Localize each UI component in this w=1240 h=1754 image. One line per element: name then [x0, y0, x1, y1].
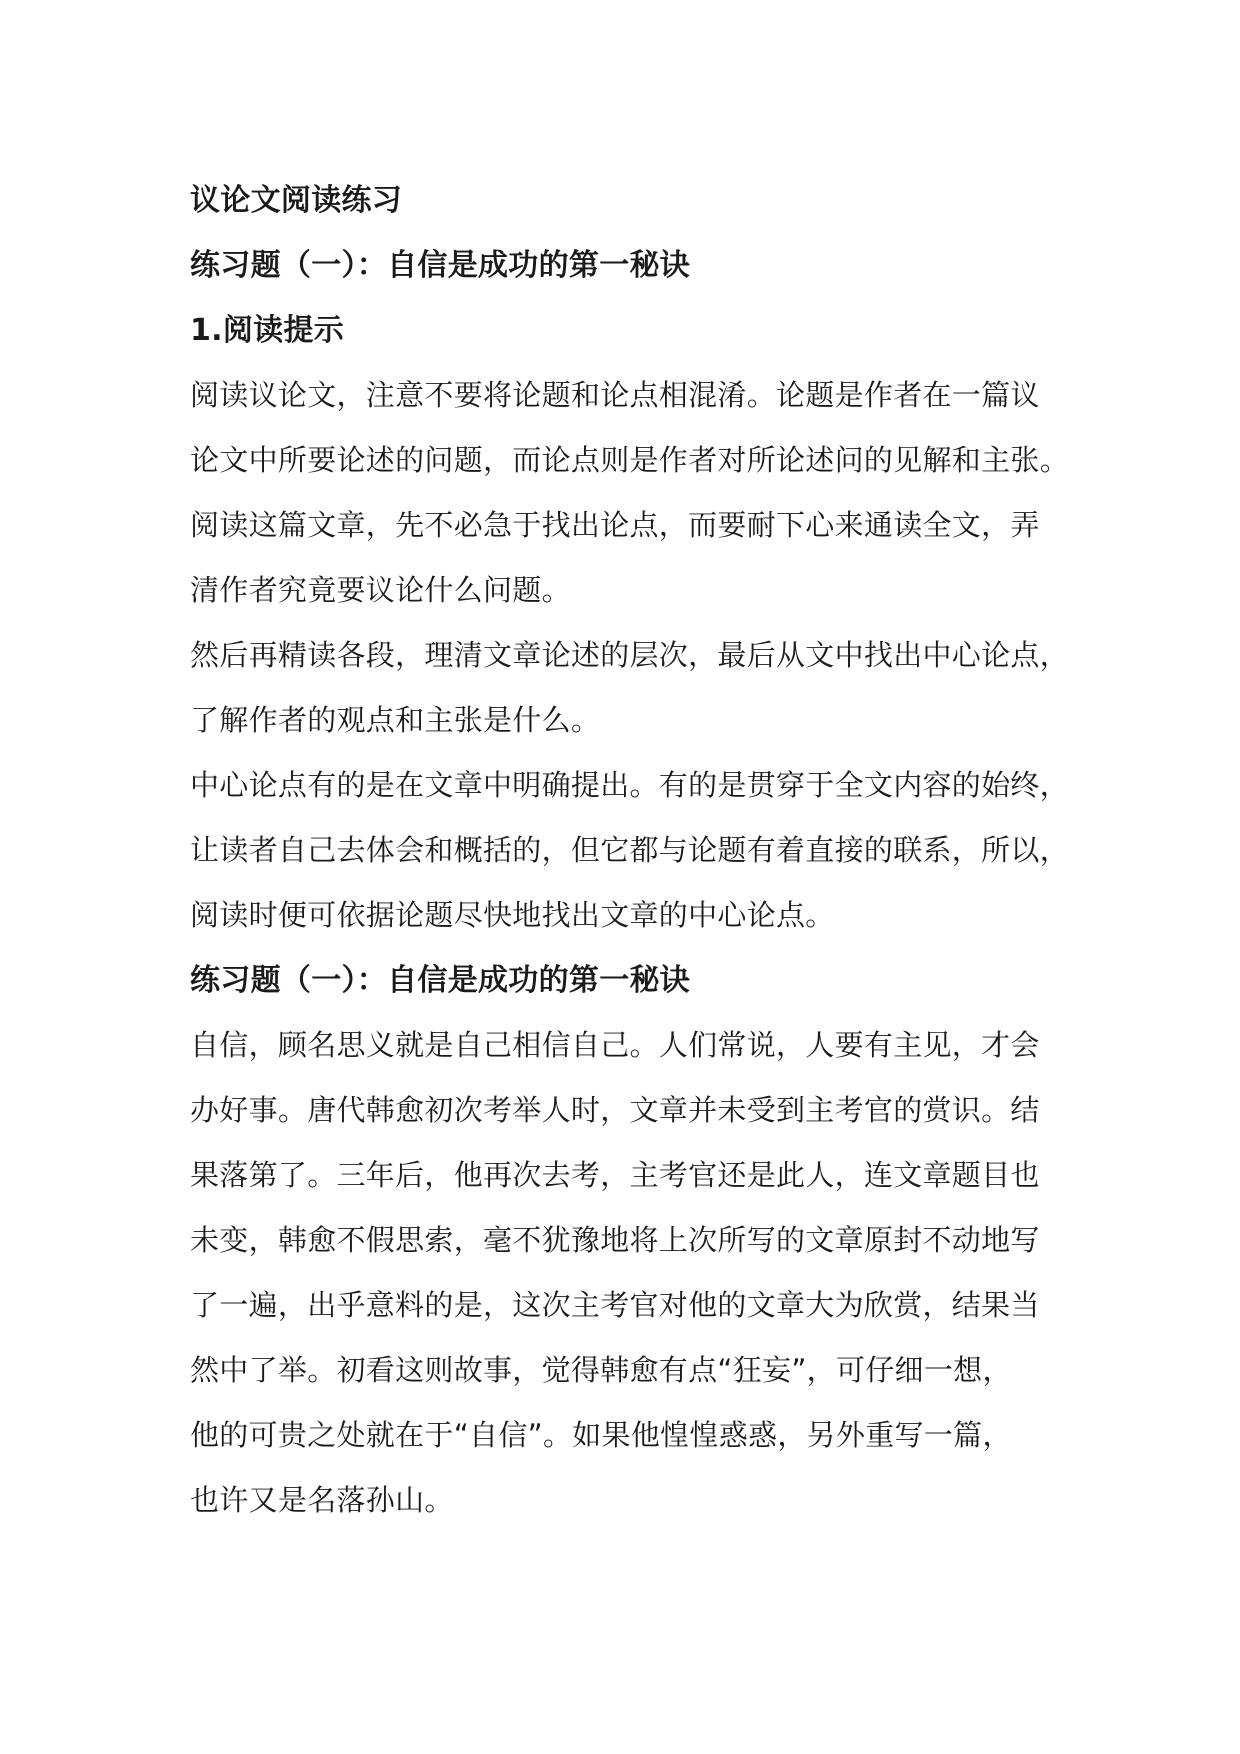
document-title: 议论文阅读练习	[190, 183, 403, 218]
article-line: 自信，顾名思义就是自己相信自己。人们常说，人要有主见，才会	[190, 1028, 1040, 1062]
paragraph-line: 让读者自己去体会和概括的，但它都与论题有着直接的联系，所以，	[190, 833, 1070, 867]
paragraph-line: 阅读这篇文章，先不必急于找出论点，而要耐下心来通读全文，弄	[190, 508, 1040, 542]
article-line: 也许又是名落孙山。	[190, 1483, 454, 1517]
article-line: 他的可贵之处就在于“自信”。如果他惶惶惑惑，另外重写一篇，	[190, 1418, 1012, 1452]
paragraph-line: 论文中所要论述的问题，而论点则是作者对所论述问的见解和主张。	[190, 443, 1070, 477]
article-line: 了一遍，出乎意料的是，这次主考官对他的文章大为欣赏，结果当	[190, 1288, 1040, 1322]
document-body	[190, 168, 1070, 1533]
exercise-heading: 练习题（一）：自信是成功的第一秘诀	[190, 248, 691, 283]
article-heading: 练习题（一）：自信是成功的第一秘诀	[190, 963, 691, 998]
paragraph-line: 中心论点有的是在文章中明确提出。有的是贯穿于全文内容的始终，	[190, 768, 1070, 802]
article-line: 果落第了。三年后，他再次去考，主考官还是此人，连文章题目也	[190, 1158, 1040, 1192]
paragraph-line: 然后再精读各段，理清文章论述的层次，最后从文中找出中心论点，	[190, 638, 1070, 672]
article-line: 未变，韩愈不假思索，毫不犹豫地将上次所写的文章原封不动地写	[190, 1223, 1040, 1257]
section-heading-reading-tips: 1.阅读提示	[190, 313, 345, 348]
article-line: 然中了举。初看这则故事，觉得韩愈有点“狂妄”，可仔细一想，	[190, 1353, 1012, 1387]
paragraph-line: 清作者究竟要议论什么问题。	[190, 573, 571, 607]
paragraph-line: 阅读时便可依据论题尽快地找出文章的中心论点。	[190, 898, 835, 932]
paragraph-line: 阅读议论文，注意不要将论题和论点相混淆。论题是作者在一篇议	[190, 378, 1040, 412]
article-line: 办好事。唐代韩愈初次考举人时，文章并未受到主考官的赏识。结	[190, 1093, 1040, 1127]
paragraph-line: 了解作者的观点和主张是什么。	[190, 703, 601, 737]
